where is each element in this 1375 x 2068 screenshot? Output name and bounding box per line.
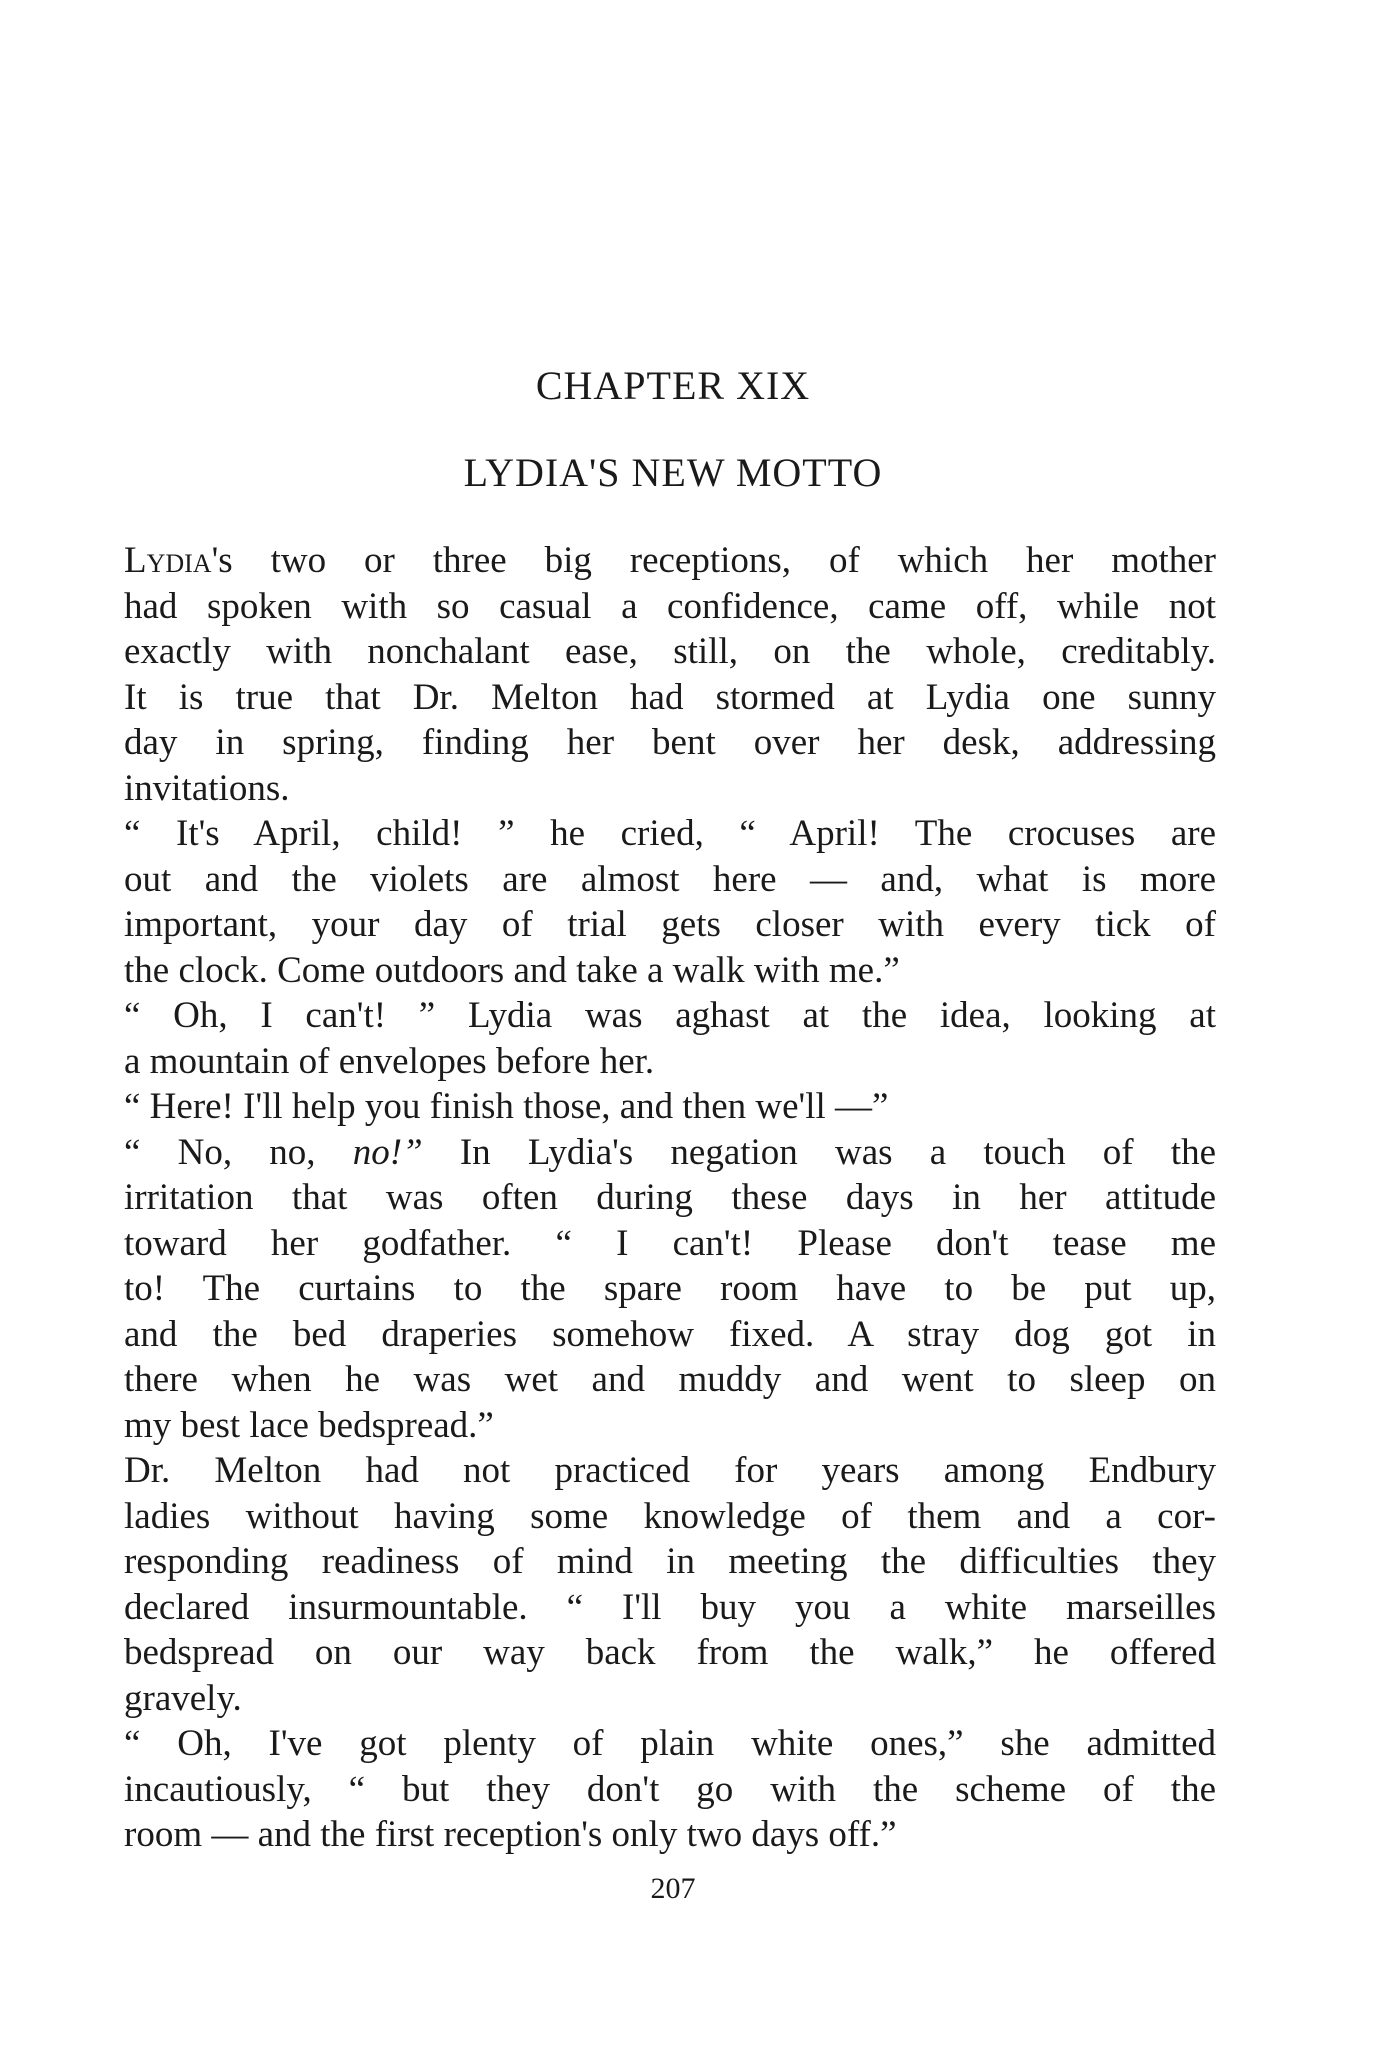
text-line <box>124 720 1216 766</box>
text-line <box>124 1494 1216 1540</box>
chapter-heading: CHAPTER XIX <box>535 363 811 408</box>
text-segment: Dr. Melton had not practiced for years among Endbury <box>124 1450 1216 1491</box>
text-segment: exactly with nonchalant ease, still, on the whole, creditably. <box>124 631 1216 672</box>
text-segment: 's two or three big receptions, of which her mother <box>211 540 1216 581</box>
text-line <box>124 1266 1216 1312</box>
text-segment: important, your day of trial gets closer with every tick of <box>124 904 1216 945</box>
text-line <box>124 584 1216 630</box>
text-segment: toward her godfather. “ I can't! Please don't tease me <box>124 1222 1216 1264</box>
text-segment: irritation that was often during these days in her attitude <box>124 1177 1216 1218</box>
text-segment: “ Oh, I've got plenty of plain white ones,” she admitted <box>124 1723 1216 1764</box>
text-segment: In Lydia's negation was a touch of the <box>422 1131 1216 1173</box>
text-line <box>124 1585 1216 1631</box>
text-segment: out and the violets are almost here — and, what is more <box>124 858 1216 900</box>
text-segment: had spoken with so casual a confidence, came off, while not <box>124 585 1216 627</box>
text-segment: and the bed draperies somehow fixed. A stray dog got in <box>124 1313 1216 1355</box>
text-segment: incautiously, “ but they don't go with the scheme of the <box>124 1768 1216 1810</box>
text-segment: “ No, no, <box>124 1131 353 1173</box>
text-segment: “ Oh, I can't! ” Lydia was aghast at the idea, looking at <box>124 995 1216 1036</box>
text-segment: there when he was wet and muddy and went to sleep on <box>124 1359 1216 1400</box>
text-line <box>124 629 1216 675</box>
text-segment: day in spring, finding her bent over her desk, addressing <box>124 722 1216 763</box>
text-segment: room — and the first reception's only two days off.” <box>124 1814 897 1855</box>
text-line <box>124 857 1216 903</box>
text-segment: bedspread on our way back from the walk,” he offered <box>124 1632 1216 1673</box>
text-line <box>124 1767 1216 1813</box>
text-line <box>124 1221 1216 1267</box>
text-segment: Lydia <box>124 540 212 581</box>
text-segment: It is true that Dr. Melton had stormed at Lydia one sunny <box>124 676 1216 718</box>
text-line <box>124 1039 1216 1085</box>
text-segment: invitations. <box>124 767 290 809</box>
text-line <box>124 902 1216 948</box>
page-number: 207 <box>650 1872 696 1905</box>
text-line <box>124 675 1216 721</box>
text-line <box>124 1130 1216 1176</box>
text-line <box>124 1175 1216 1221</box>
text-segment: declared insurmountable. “ I'll buy you a white marseilles <box>124 1586 1216 1628</box>
text-segment: the clock. Come outdoors and take a walk with me.” <box>124 949 900 991</box>
text-line <box>124 1676 1216 1722</box>
text-segment: gravely. <box>124 1677 242 1719</box>
text-line <box>124 1721 1216 1767</box>
text-segment: responding readiness of mind in meeting the difficulties they <box>124 1541 1216 1582</box>
text-segment: to! The curtains to the spare room have to be put up, <box>124 1268 1216 1309</box>
text-line <box>124 1448 1216 1494</box>
text-line <box>124 811 1216 857</box>
text-line <box>124 1630 1216 1676</box>
chapter-title: LYDIA'S NEW MOTTO <box>463 450 883 495</box>
text-line <box>124 1539 1216 1585</box>
text-segment: ladies without having some knowledge of them and a cor- <box>124 1495 1216 1537</box>
text-line <box>124 1403 1216 1449</box>
text-segment: no!” <box>352 1131 423 1173</box>
body-text <box>124 538 1216 1858</box>
text-line <box>124 1084 1216 1130</box>
text-line <box>124 948 1216 994</box>
text-segment: a mountain of envelopes before her. <box>124 1040 655 1082</box>
text-line <box>124 1312 1216 1358</box>
text-line <box>124 993 1216 1039</box>
text-line <box>124 1357 1216 1403</box>
text-line <box>124 1812 1216 1858</box>
text-segment: “ It's April, child! ” he cried, “ April! The crocuses are <box>124 813 1216 854</box>
text-segment: “ Here! I'll help you finish those, and then we'll —” <box>124 1086 889 1127</box>
text-line <box>124 538 1216 584</box>
text-line <box>124 766 1216 812</box>
text-segment: my best lace bedspread.” <box>124 1404 494 1446</box>
